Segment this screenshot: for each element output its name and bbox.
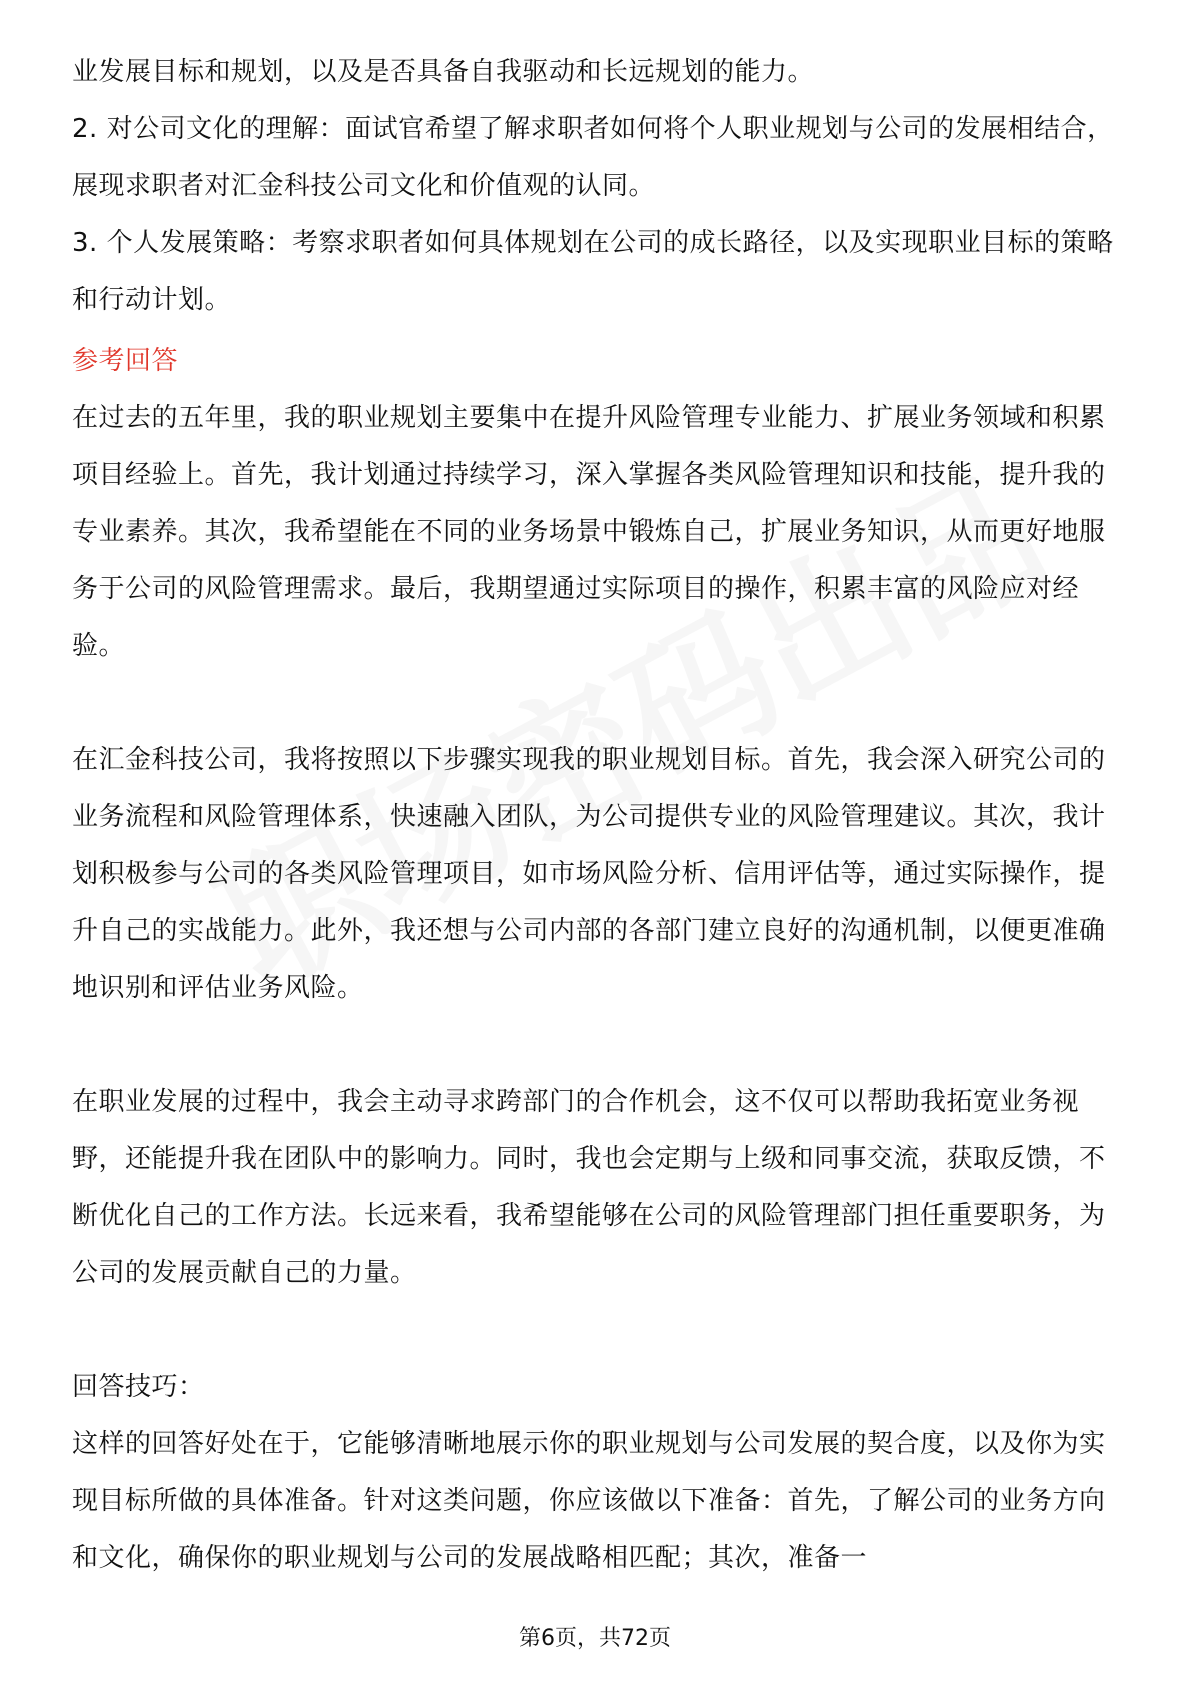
tips-heading: 回答技巧： xyxy=(72,1372,205,1402)
page-content xyxy=(72,44,1122,1587)
list-item-strategy: 3. 个人发展策略：考察求职者如何具体规划在公司的成长路径，以及实现职业目标的策略和行动计划。 xyxy=(72,228,1114,315)
list-item-culture: 2. 对公司文化的理解：面试官希望了解求职者如何将个人职业规划与公司的发展相结合，展现求职者对汇金科技公司文化和价值观的认同。 xyxy=(72,114,1114,201)
answer-paragraph-1: 在过去的五年里，我的职业规划主要集中在提升风险管理专业能力、扩展业务领域和积累项目经验上。首先，我计划通过持续学习，深入掌握各类风险管理知识和技能，提升我的专业素养。其次，我希望能在不同的业务场景中锻炼自己，扩展业务知识，从而更好地服务于公司的风险管理需求。最后，我期望通过实际项目的操作，积累丰富的风险应对经验。 xyxy=(72,403,1106,661)
answer-paragraph-2: 在汇金科技公司，我将按照以下步骤实现我的职业规划目标。首先，我会深入研究公司的业务流程和风险管理体系，快速融入团队，为公司提供专业的风险管理建议。其次，我计划积极参与公司的各类风险管理项目，如市场风险分析、信用评估等，通过实际操作，提升自己的实战能力。此外，我还想与公司内部的各部门建立良好的沟通机制，以便更准确地识别和评估业务风险。 xyxy=(72,745,1106,1003)
paragraph-continuation: 业发展目标和规划，以及是否具备自我驱动和长远规划的能力。 xyxy=(72,57,815,87)
tips-paragraph: 这样的回答好处在于，它能够清晰地展示你的职业规划与公司发展的契合度，以及你为实现目标所做的具体准备。针对这类问题，你应该做以下准备：首先，了解公司的业务方向和文化，确保你的职业规划与公司的发展战略相匹配；其次，准备一 xyxy=(72,1429,1106,1573)
page-number: 第6页，共72页 xyxy=(519,1626,671,1651)
answer-paragraph-3: 在职业发展的过程中，我会主动寻求跨部门的合作机会，这不仅可以帮助我拓宽业务视野，还能提升我在团队中的影响力。同时，我也会定期与上级和同事交流，获取反馈，不断优化自己的工作方法。长远来看，我希望能够在公司的风险管理部门担任重要职务，为公司的发展贡献自己的力量。 xyxy=(72,1087,1106,1288)
reference-answer-heading: 参考回答 xyxy=(72,346,179,376)
